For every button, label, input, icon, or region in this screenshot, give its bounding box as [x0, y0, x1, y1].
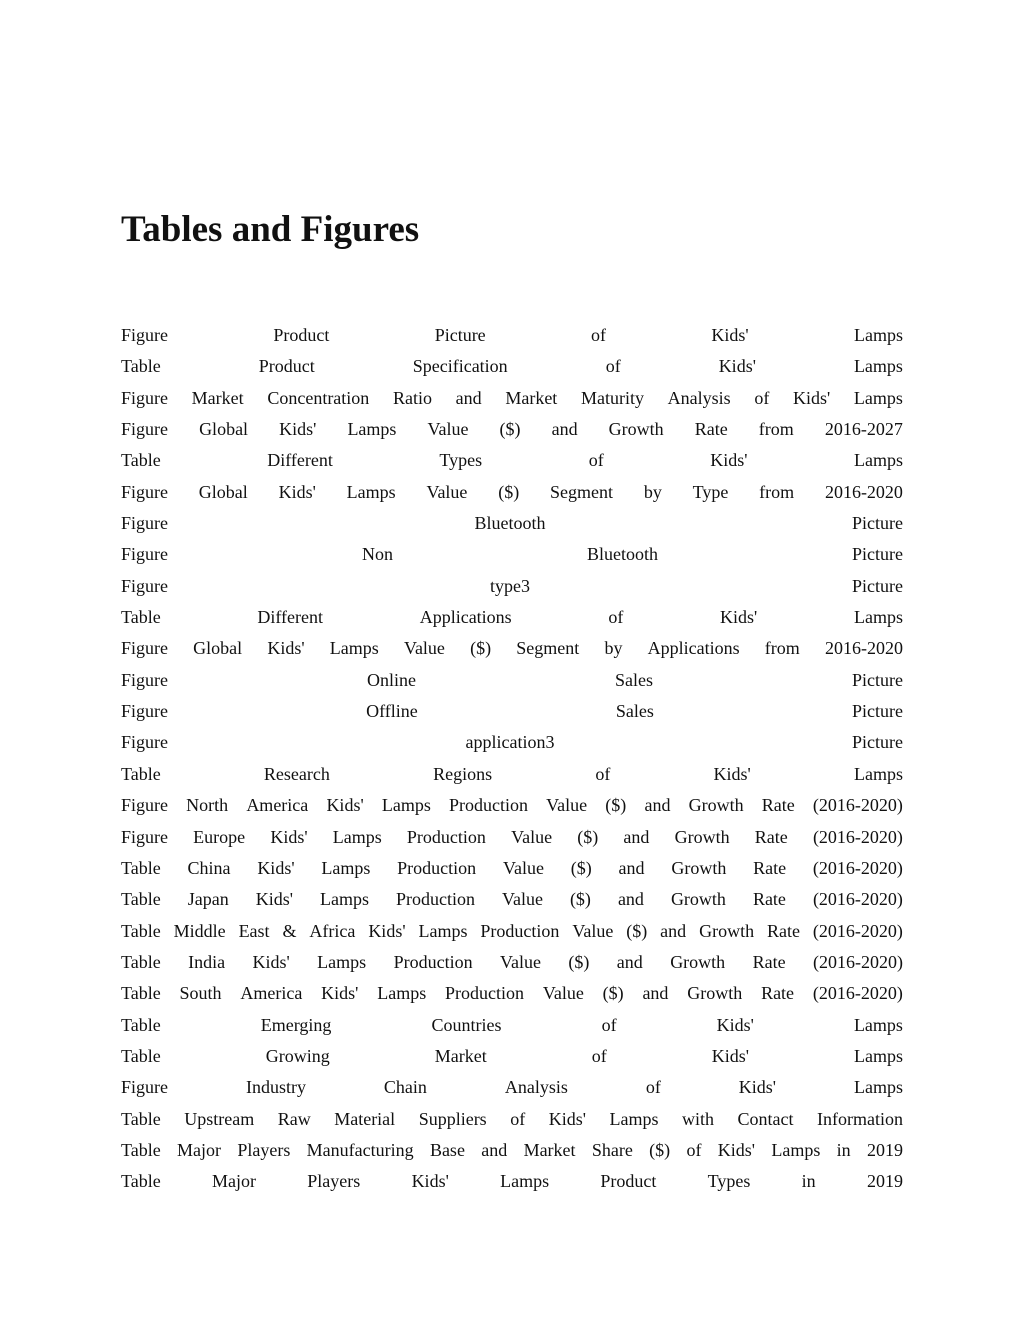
entry-word: Lamps: [853, 1077, 903, 1098]
entry-word: and: [455, 387, 482, 408]
entry-word: Table: [121, 1014, 161, 1035]
entry-word: Type: [692, 481, 729, 502]
entry-word: Lamps: [321, 857, 371, 878]
entry-word: with: [681, 1108, 714, 1129]
entry-word: ($): [577, 826, 599, 847]
entry-word: Rate: [761, 983, 795, 1004]
entry-word: from: [759, 481, 795, 502]
entry-word: Upstream: [184, 1108, 255, 1129]
entry-word: Ratio: [392, 387, 432, 408]
entry-word: Table: [121, 763, 161, 784]
entry-word: ($): [470, 638, 492, 659]
entry-word: Market: [434, 1045, 487, 1066]
entry-word: ($): [602, 983, 624, 1004]
list-item: [121, 1072, 903, 1103]
entry-word: and: [551, 419, 578, 440]
entry-word: Lamps: [853, 325, 903, 345]
entry-word: Sales: [615, 701, 654, 722]
entry-word: Market: [505, 387, 558, 408]
entry-word: and: [481, 1139, 508, 1160]
entry-word: Value: [572, 920, 614, 941]
entry-word: Growth: [687, 983, 743, 1004]
entry-word: Lamps: [853, 763, 903, 784]
entry-word: 2019: [866, 1139, 903, 1160]
entry-word: Raw: [277, 1108, 311, 1129]
entry-word: 2016-2020: [824, 481, 903, 502]
entry-word: Kids': [326, 795, 364, 816]
entry-word: ($): [605, 795, 627, 816]
entry-word: Research: [263, 763, 330, 784]
entry-word: ($): [570, 857, 592, 878]
list-item: [121, 822, 903, 853]
entry-word: Kids': [711, 325, 749, 345]
entry-word: Product: [600, 1171, 657, 1192]
entry-word: Kids': [793, 387, 831, 408]
entry-word: Lamps: [332, 826, 382, 847]
entry-word: Value: [502, 857, 544, 878]
entry-word: Production: [393, 951, 473, 972]
list-item: [121, 978, 903, 1009]
list-item: [121, 1104, 903, 1135]
entry-word: America: [246, 795, 309, 816]
list-item: [121, 853, 903, 884]
entry-word: Kids': [716, 1014, 754, 1035]
entry-word: Lamps: [853, 1045, 903, 1066]
entry-word: Rate: [761, 795, 795, 816]
list-item: [121, 665, 903, 696]
entry-word: Production: [449, 795, 528, 816]
entry-word: Lamps: [381, 795, 431, 816]
entry-word: Picture: [852, 544, 903, 565]
entry-word: Suppliers: [418, 1108, 487, 1129]
entry-word: Lamps: [853, 356, 903, 377]
entry-word: of: [754, 387, 770, 408]
entry-word: Middle: [173, 920, 226, 941]
entry-word: Figure: [121, 325, 168, 345]
entry-word: Lamps: [329, 638, 379, 659]
entry-word: (2016-2020): [812, 795, 903, 816]
entry-word: Kids': [548, 1108, 586, 1129]
entry-word: by: [643, 481, 662, 502]
entry-word: (2016-2020): [812, 920, 903, 941]
entry-word: Value: [501, 889, 543, 910]
entry-word: Lamps: [853, 607, 903, 628]
entry-word: Different: [267, 450, 333, 471]
entry-word: Rate: [752, 889, 786, 910]
entry-word: Regions: [433, 763, 493, 784]
entry-word: Chain: [383, 1077, 427, 1098]
tables-and-figures-list: [121, 320, 903, 1198]
entry-word: Table: [121, 889, 161, 910]
entry-word: Figure: [121, 732, 168, 753]
list-item: [121, 947, 903, 978]
list-item: [121, 759, 903, 790]
entry-word: Figure: [121, 669, 168, 690]
entry-word: India: [188, 951, 226, 972]
entry-word: Kids': [255, 889, 293, 910]
entry-word: Contact: [737, 1108, 794, 1129]
list-item: [121, 1010, 903, 1041]
entry-word: Kids': [278, 481, 316, 502]
entry-word: Bluetooth: [587, 544, 658, 565]
entry-word: Offline: [366, 701, 418, 722]
entry-word: 2016-2020: [824, 638, 903, 659]
entry-word: Value: [546, 795, 588, 816]
entry-word: type3: [490, 575, 530, 596]
entry-word: Product: [258, 356, 315, 377]
entry-word: Specification: [412, 356, 508, 377]
list-item: [121, 1135, 903, 1166]
list-item: [121, 539, 903, 570]
list-item: [121, 1166, 903, 1197]
entry-word: Table: [121, 1139, 161, 1160]
list-item: [121, 916, 903, 947]
entry-word: ($): [569, 889, 591, 910]
entry-word: Production: [397, 857, 477, 878]
list-item: [121, 414, 903, 445]
entry-word: Kids': [717, 1139, 756, 1160]
entry-word: Product: [273, 325, 330, 345]
entry-word: Kids': [257, 857, 295, 878]
entry-word: America: [240, 983, 303, 1004]
entry-word: in: [801, 1171, 816, 1192]
entry-word: (2016-2020): [812, 983, 903, 1004]
entry-word: in: [836, 1139, 851, 1160]
entry-word: Global: [193, 638, 243, 659]
entry-word: Lamps: [317, 951, 367, 972]
entry-word: Figure: [121, 826, 168, 847]
entry-word: of: [686, 1139, 702, 1160]
entry-word: of: [595, 763, 611, 784]
entry-word: Africa: [309, 920, 356, 941]
entry-word: Kids': [279, 419, 317, 440]
entry-word: Global: [198, 481, 248, 502]
entry-word: Major: [212, 1171, 256, 1192]
list-item: [121, 790, 903, 821]
entry-word: Rate: [753, 857, 787, 878]
entry-word: South: [179, 983, 222, 1004]
entry-word: and: [617, 889, 644, 910]
entry-word: Concentration: [267, 387, 370, 408]
entry-word: Kids': [270, 826, 308, 847]
entry-word: Growth: [670, 889, 726, 910]
entry-word: Sales: [615, 669, 653, 690]
entry-word: Growth: [671, 857, 727, 878]
list-item: [121, 383, 903, 414]
entry-word: (2016-2020): [813, 951, 903, 972]
entry-word: Value: [511, 826, 553, 847]
entry-word: Share: [591, 1139, 633, 1160]
entry-word: ($): [649, 1139, 671, 1160]
entry-word: Segment: [516, 638, 580, 659]
list-item: [121, 727, 903, 758]
entry-word: Kids': [710, 450, 748, 471]
entry-word: Production: [480, 920, 560, 941]
entry-word: Figure: [121, 387, 168, 408]
entry-word: and: [660, 920, 687, 941]
entry-word: Applications: [419, 607, 512, 628]
entry-word: Rate: [752, 951, 786, 972]
entry-word: Lamps: [853, 387, 903, 408]
entry-word: Players: [307, 1171, 361, 1192]
entry-word: Table: [121, 1045, 161, 1066]
entry-word: and: [644, 795, 671, 816]
entry-word: Online: [367, 669, 416, 690]
entry-word: China: [187, 857, 231, 878]
entry-word: Rate: [767, 920, 800, 941]
entry-word: Table: [121, 1108, 161, 1129]
entry-word: Value: [403, 638, 445, 659]
list-item: [121, 696, 903, 727]
entry-word: Players: [237, 1139, 291, 1160]
entry-word: from: [764, 638, 800, 659]
entry-word: Global: [199, 419, 249, 440]
entry-word: East: [238, 920, 270, 941]
entry-word: ($): [568, 951, 590, 972]
entry-word: Picture: [851, 732, 903, 753]
entry-word: Kids': [713, 763, 751, 784]
entry-word: Picture: [851, 701, 903, 722]
entry-word: and: [642, 983, 669, 1004]
entry-word: of: [608, 607, 624, 628]
entry-word: Lamps: [346, 481, 396, 502]
entry-word: Picture: [852, 669, 903, 690]
entry-word: Picture: [434, 325, 486, 345]
list-item: [121, 571, 903, 602]
entry-word: of: [645, 1077, 661, 1098]
entry-word: Lamps: [853, 1014, 903, 1035]
entry-word: and: [616, 951, 643, 972]
list-item: [121, 508, 903, 539]
entry-word: Figure: [121, 795, 168, 816]
entry-word: Major: [177, 1139, 222, 1160]
entry-word: Kids': [411, 1171, 449, 1192]
entry-word: by: [604, 638, 623, 659]
entry-word: Table: [121, 607, 161, 628]
entry-word: Production: [395, 889, 475, 910]
entry-word: Growth: [674, 826, 730, 847]
entry-word: Lamps: [771, 1139, 821, 1160]
entry-word: Analysis: [667, 387, 731, 408]
entry-word: Table: [121, 356, 161, 377]
list-item: [121, 320, 903, 351]
entry-word: Base: [429, 1139, 465, 1160]
entry-word: Value: [499, 951, 541, 972]
entry-word: Figure: [121, 638, 168, 659]
entry-word: Lamps: [319, 889, 369, 910]
entry-word: Table: [121, 920, 161, 941]
entry-word: of: [605, 356, 621, 377]
entry-word: Lamps: [418, 920, 468, 941]
list-item: [121, 884, 903, 915]
entry-word: ($): [498, 481, 520, 502]
entry-word: and: [623, 826, 650, 847]
entry-word: Segment: [550, 481, 614, 502]
entry-word: Figure: [121, 1077, 168, 1098]
entry-word: (2016-2020): [812, 889, 903, 910]
entry-word: Types: [439, 450, 483, 471]
entry-word: Table: [121, 450, 161, 471]
entry-word: of: [591, 1045, 607, 1066]
entry-word: Non: [362, 544, 393, 565]
list-item: [121, 351, 903, 382]
entry-word: Bluetooth: [474, 513, 546, 534]
entry-word: Europe: [193, 826, 246, 847]
entry-word: Information: [816, 1108, 903, 1129]
entry-word: Table: [121, 983, 161, 1004]
entry-word: 2019: [866, 1171, 903, 1192]
entry-word: Industry: [245, 1077, 306, 1098]
entry-word: Market: [523, 1139, 576, 1160]
entry-word: Picture: [852, 575, 903, 596]
entry-word: Value: [426, 481, 468, 502]
entry-word: from: [758, 419, 794, 440]
entry-word: Table: [121, 951, 161, 972]
list-item: [121, 633, 903, 664]
entry-word: &: [282, 920, 297, 941]
entry-word: Rate: [694, 419, 728, 440]
entry-word: Figure: [121, 419, 168, 440]
entry-word: Lamps: [377, 983, 427, 1004]
entry-word: Figure: [121, 575, 168, 596]
entry-word: Growing: [265, 1045, 330, 1066]
entry-word: Analysis: [504, 1077, 568, 1098]
entry-word: ($): [626, 920, 648, 941]
entry-word: application3: [465, 732, 555, 753]
entry-word: Growth: [688, 795, 744, 816]
entry-word: of: [601, 1014, 617, 1035]
entry-word: Kids': [368, 920, 406, 941]
entry-word: of: [588, 450, 604, 471]
entry-word: Lamps: [347, 419, 397, 440]
entry-word: Growth: [699, 920, 755, 941]
entry-word: (2016-2020): [812, 857, 903, 878]
entry-word: Maturity: [580, 387, 644, 408]
list-item: [121, 477, 903, 508]
entry-word: Kids': [252, 951, 290, 972]
entry-word: Value: [542, 983, 584, 1004]
entry-word: Figure: [121, 481, 168, 502]
entry-word: Emerging: [260, 1014, 332, 1035]
entry-word: Countries: [431, 1014, 502, 1035]
entry-word: Market: [191, 387, 244, 408]
entry-word: Japan: [187, 889, 229, 910]
entry-word: Value: [427, 419, 469, 440]
entry-word: Growth: [670, 951, 726, 972]
entry-word: Production: [406, 826, 486, 847]
entry-word: (2016-2020): [812, 826, 903, 847]
entry-word: ($): [499, 419, 521, 440]
list-item: [121, 1041, 903, 1072]
list-item: [121, 602, 903, 633]
entry-word: Table: [121, 857, 161, 878]
entry-word: of: [591, 325, 607, 345]
entry-word: Kids': [718, 356, 756, 377]
entry-word: Kids': [267, 638, 305, 659]
entry-word: and: [618, 857, 645, 878]
entry-word: Different: [257, 607, 324, 628]
entry-word: Figure: [121, 513, 168, 534]
entry-word: Table: [121, 1171, 161, 1192]
entry-word: Production: [445, 983, 525, 1004]
entry-word: Lamps: [854, 450, 903, 471]
entry-word: North: [186, 795, 229, 816]
entry-word: Lamps: [500, 1171, 550, 1192]
entry-word: 2016-2027: [824, 419, 903, 440]
entry-word: Types: [707, 1171, 751, 1192]
entry-word: Kids': [720, 607, 758, 628]
entry-word: Kids': [738, 1077, 777, 1098]
entry-word: of: [510, 1108, 526, 1129]
entry-word: Rate: [754, 826, 788, 847]
entry-word: Applications: [647, 638, 740, 659]
entry-word: Figure: [121, 544, 168, 565]
entry-word: Kids': [711, 1045, 749, 1066]
entry-word: Picture: [852, 513, 903, 534]
entry-word: Manufacturing: [306, 1139, 414, 1160]
entry-word: Material: [334, 1108, 396, 1129]
entry-word: Lamps: [609, 1108, 659, 1129]
entry-word: Figure: [121, 701, 168, 722]
entry-word: Growth: [608, 419, 664, 440]
list-item: [121, 445, 903, 476]
entry-word: Kids': [321, 983, 359, 1004]
page-title: Tables and Figures: [121, 209, 420, 250]
